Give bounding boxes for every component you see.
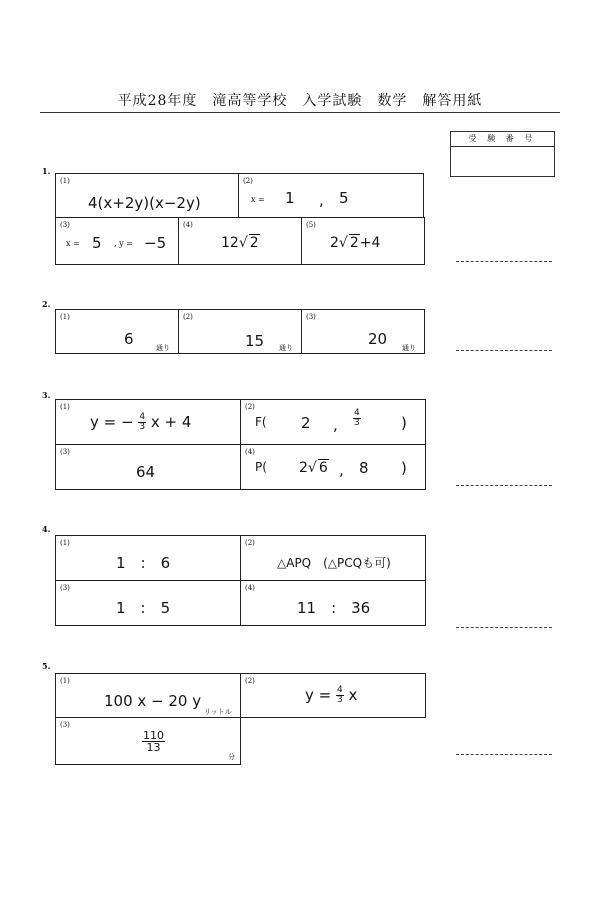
q2-2-unit: 通り [279,344,293,352]
q3-4-close: ) [401,459,407,477]
q5-3-unit: 分 [228,753,235,761]
q3-2-cell[interactable] [240,399,426,445]
q3-3-cell[interactable] [55,444,241,490]
q1-5-answer: 2√ 2+4 [330,235,381,251]
q4-3-answer: 1 : 5 [116,599,171,617]
q3-1-prefix: y = − [90,413,134,431]
exam-number-box[interactable] [450,131,555,177]
q2-3-unit: 通り [402,344,416,352]
q3-4-coefficient: 2 [299,460,308,476]
q3-2-separator: , [333,416,338,434]
q5-2-fraction [336,686,344,705]
question-5-number: 5. [42,661,51,671]
q1-3-y-value: −5 [144,234,167,252]
q5-3-answer [142,730,165,753]
q5-2-cell[interactable] [240,673,426,718]
q2-3-answer: 20 [368,330,388,348]
q4-1-cell[interactable] [55,535,241,581]
q3-2-numerator: 4 [354,408,360,418]
q1-1-answer: 4(x+2y)(x−2y) [88,194,201,212]
q4-4-answer: 11 : 36 [297,599,371,617]
q1-4-answer: 12√ 2 [221,235,259,251]
q1-3-x-label: x = [66,239,80,248]
question-1-number: 1. [42,166,51,176]
question-2-number: 2. [42,299,51,309]
q1-2-prefix: x = [251,195,265,204]
q5-2-prefix: y = [305,686,332,704]
q4-score-line[interactable] [456,627,552,628]
q2-2-label: (2) [183,313,193,321]
q1-3-label: (3) [60,221,70,229]
q1-5-radicand: 2 [349,235,359,251]
q3-2-close: ) [401,414,407,432]
q1-5-coefficient: 2 [330,235,339,251]
q3-1-denominator: 3 [139,422,146,432]
q5-1-cell[interactable] [55,673,241,718]
exam-number-label: 受 験 番 号 [451,132,554,147]
q5-3-denominator: 13 [146,741,161,754]
q3-3-answer: 64 [136,463,156,481]
question-4-number: 4. [42,524,51,534]
page-title: 平成28年度 滝高等学校 入学試験 数学 解答用紙 [117,93,483,109]
q1-2-cell[interactable] [238,173,424,218]
q2-3-cell[interactable] [301,309,425,354]
q5-2-denominator: 3 [337,695,343,705]
question-3-number: 3. [42,390,51,400]
q5-3-fraction [142,730,165,753]
q1-5-cell[interactable] [301,217,425,265]
q1-1-cell[interactable] [55,173,239,218]
q3-1-label: (1) [60,403,70,411]
q3-4-radicand: 6 [318,460,328,476]
q4-2-answer: △APQ (△PCQも可) [277,556,391,570]
q2-1-unit: 通り [156,344,170,352]
q3-4-cell[interactable] [240,444,426,490]
q3-2-x-value: 2 [301,414,311,432]
title-rule [40,112,560,113]
q4-1-label: (1) [60,539,70,547]
q5-1-unit: リットル [204,708,232,716]
q5-2-numerator: 4 [337,685,343,695]
q1-5-rest: +4 [359,235,381,251]
q3-2-denominator: 3 [354,418,360,428]
q3-1-numerator: 4 [139,412,146,422]
q2-1-answer: 6 [124,330,134,348]
q2-1-cell[interactable] [55,309,179,354]
q4-2-label: (2) [245,539,255,547]
q5-2-suffix: x [348,686,358,704]
q2-2-answer: 15 [245,332,265,350]
q5-score-line[interactable] [456,754,552,755]
q1-2-label: (2) [243,177,253,185]
q1-4-radicand: 2 [249,235,259,251]
q3-1-suffix: x + 4 [150,413,192,431]
q5-3-label: (3) [60,721,70,729]
q2-1-label: (1) [60,313,70,321]
q3-2-label: (2) [245,403,255,411]
q1-4-label: (4) [183,221,193,229]
q3-4-label: (4) [245,448,255,456]
q3-score-line[interactable] [456,485,552,486]
q1-3-cell[interactable] [55,217,179,265]
q3-4-point-label: P( [255,460,267,474]
q4-1-answer: 1 : 6 [116,554,171,572]
q3-2-fraction [353,409,361,428]
q4-3-label: (3) [60,584,70,592]
q1-4-cell[interactable] [178,217,302,265]
q4-4-label: (4) [245,584,255,592]
q4-4-cell[interactable] [240,580,426,626]
q2-score-line[interactable] [456,350,552,351]
q5-1-label: (1) [60,677,70,685]
q1-4-coefficient: 12 [221,235,239,251]
q3-4-y-value: 8 [359,459,369,477]
q5-3-numerator: 110 [143,729,164,742]
q4-3-cell[interactable] [55,580,241,626]
q1-5-label: (5) [306,221,316,229]
q2-2-cell[interactable] [178,309,302,354]
q3-1-cell[interactable] [55,399,241,445]
q3-4-separator: , [339,461,344,479]
q1-3-x-value: 5 [92,234,102,252]
q3-2-point-label: F( [255,415,267,429]
q3-4-x-value: 2√ 6 [299,460,328,476]
q5-2-label: (2) [245,677,255,685]
q1-2-comma: , [319,191,324,209]
q5-3-cell[interactable] [55,717,241,765]
q1-1-label: (1) [60,177,70,185]
q1-2-value-2: 5 [339,189,349,207]
q5-1-answer: 100 x − 20 y [104,692,202,710]
q3-2-y-value [353,409,361,428]
q2-3-label: (3) [306,313,316,321]
q5-2-answer [305,686,357,705]
q4-2-cell[interactable] [240,535,426,581]
q3-1-fraction [138,413,146,432]
q1-2-value-1: 1 [285,189,295,207]
q1-score-line[interactable] [456,261,552,262]
q3-1-answer [90,413,191,432]
q1-3-y-label: , y = [114,239,133,248]
q3-3-label: (3) [60,448,70,456]
